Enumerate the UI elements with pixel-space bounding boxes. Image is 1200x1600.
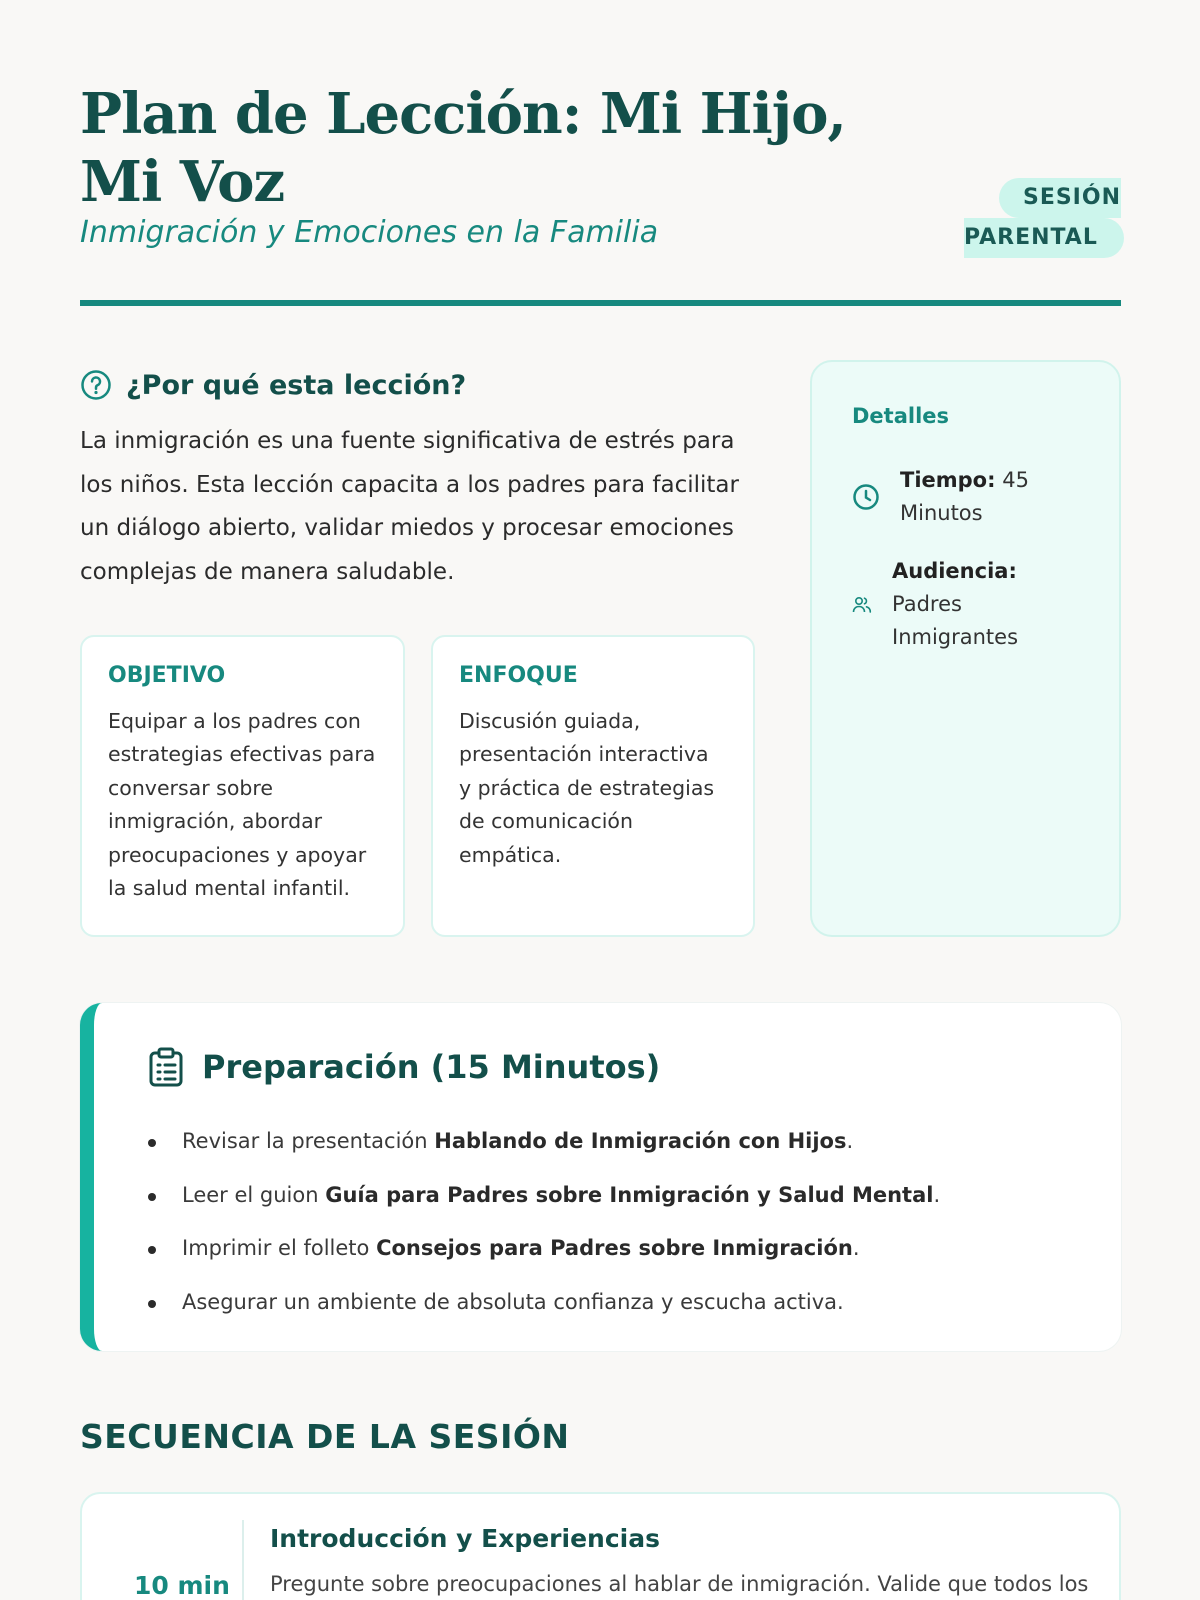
- list-item: Revisar la presentación Hablando de Inmigración con Hijos.: [148, 1115, 940, 1169]
- step-divider: [242, 1520, 244, 1600]
- page-subtitle: Inmigración y Emociones en la Familia: [80, 215, 659, 250]
- objective-card: [80, 635, 405, 937]
- preparation-section: [80, 1003, 1121, 1351]
- focus-label: ENFOQUE: [459, 663, 578, 688]
- detail-audience: [852, 555, 1042, 654]
- page-header: [80, 80, 1121, 305]
- focus-text: Discusión guiada, presentación interactiva y práctica de estrategias de comunicación empática.: [459, 709, 715, 867]
- preparation-heading-row: [148, 1047, 660, 1087]
- page-title: Plan de Lección: Mi Hijo, Mi Voz: [80, 81, 846, 215]
- badge-line-1: SESIÓN: [999, 178, 1121, 218]
- users-icon: [852, 595, 872, 615]
- step-title: Introducción y Experiencias: [270, 1524, 660, 1553]
- list-item: Leer el guion Guía para Padres sobre Inmigración y Salud Mental.: [148, 1169, 940, 1223]
- sequence-heading: SECUENCIA DE LA SESIÓN: [80, 1417, 570, 1456]
- clipboard-list-icon: [148, 1047, 184, 1087]
- sequence-step-card: [80, 1492, 1121, 1600]
- help-circle-icon: [80, 369, 112, 401]
- session-badge: [964, 178, 1121, 261]
- audience-label: Audiencia:: [892, 559, 1017, 583]
- why-text: La inmigración es una fuente significativa de estrés para los niños. Esta lección capacita a los padres para facilitar un diálogo abierto, validar miedos y procesar emociones complejas de manera saludable.: [80, 428, 739, 585]
- time-label: Tiempo:: [900, 468, 996, 492]
- audience-value: Padres Inmigrantes: [892, 592, 1019, 649]
- focus-card: [431, 635, 755, 937]
- list-item: Asegurar un ambiente de absoluta confianza y escucha activa.: [148, 1276, 940, 1330]
- objective-label: OBJETIVO: [108, 663, 226, 688]
- preparation-heading: Preparación (15 Minutos): [202, 1048, 661, 1086]
- preparation-list: [148, 1115, 940, 1329]
- details-panel: [810, 360, 1121, 937]
- badge-line-2: PARENTAL: [964, 218, 1124, 258]
- detail-time: [852, 464, 1050, 530]
- details-heading: Detalles: [852, 404, 950, 428]
- step-description: Pregunte sobre preocupaciones al hablar de inmigración. Valide que todos los: [270, 1572, 1089, 1596]
- why-section-heading: [80, 365, 466, 405]
- list-item: Imprimir el folleto Consejos para Padres sobre Inmigración.: [148, 1222, 940, 1276]
- step-duration: 10 min: [134, 1571, 230, 1600]
- header-divider: [80, 300, 1121, 306]
- objective-text: Equipar a los padres con estrategias efectivas para conversar sobre inmigración, abordar preocupaciones y apoyar la salud mental infantil.: [108, 709, 376, 901]
- why-heading: ¿Por qué esta lección?: [126, 369, 467, 401]
- clock-icon: [852, 483, 880, 511]
- time-value: 45 Minutos: [900, 468, 1029, 525]
